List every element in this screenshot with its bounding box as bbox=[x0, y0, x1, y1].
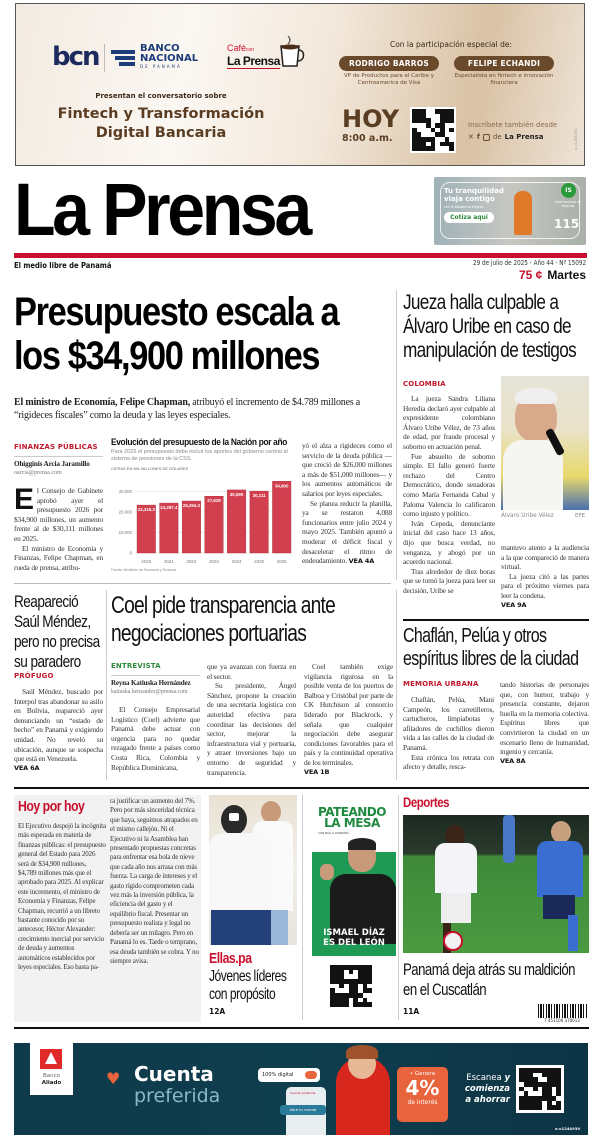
editorial-title: Hoy por hoy bbox=[18, 798, 85, 815]
coel-headline-line1: Coel pide transparencia ante bbox=[111, 592, 335, 619]
registration-qr-code[interactable] bbox=[410, 107, 456, 153]
chart-xtick-label: 2022 bbox=[186, 559, 197, 564]
quote-button[interactable]: Cotiza aquí bbox=[444, 212, 494, 223]
lead-kicker: FINANZAS PÚBLICAS bbox=[14, 443, 98, 451]
chart-xtick-label: 2021 bbox=[163, 559, 174, 564]
event-title-line1: Fintech y Transformación bbox=[57, 106, 265, 122]
time-text: 8:00 a.m. bbox=[342, 133, 393, 144]
promo-rate: 4% bbox=[405, 1076, 440, 1100]
chaflan-col1 bbox=[403, 695, 494, 772]
uribe-p6: La jueza citó a las partes para el próximo viernes para leer la condena. bbox=[501, 571, 589, 600]
chart-bar bbox=[205, 496, 224, 553]
pateando-banner-1: ISMAEL DÍAZ bbox=[323, 928, 385, 938]
uribe-col2 bbox=[501, 543, 589, 610]
social-links bbox=[468, 133, 544, 141]
facebook-icon[interactable]: f bbox=[476, 133, 480, 141]
lead-headline-line2: los $34,900 millones bbox=[14, 334, 320, 378]
insurance-brand-name: Internacional de Seguros bbox=[555, 200, 581, 208]
section-rule-bottom bbox=[14, 787, 589, 789]
event-title bbox=[16, 105, 306, 143]
pateando-title-2: LA MESA bbox=[324, 816, 380, 830]
chart-bar bbox=[227, 490, 246, 553]
chart-ytick-label: 20,000 bbox=[118, 509, 132, 515]
event-title-line2: Digital Bancaria bbox=[95, 125, 227, 141]
weekday: Martes bbox=[547, 268, 586, 282]
column-divider bbox=[396, 290, 397, 580]
chart-subtitle: Para 2026 el presupuesto debe incluir los aportes del gobierno central al sistema de pensiones de la CSS. bbox=[111, 449, 288, 462]
banco-aliado-line1: Banco bbox=[42, 1073, 61, 1079]
price: 75 ¢ bbox=[518, 268, 543, 282]
chart-bar bbox=[250, 491, 269, 553]
instagram-icon[interactable] bbox=[483, 134, 490, 141]
coel-col3-text: Coel también exige vigilancia rigurosa en la posible venta de los puertos de Balboa y Cristóbal por parte de CK Hutchison al consorcio liderado por Blackrock, y señala que cualquier negociación debe asegurar condiciones favorables para el país y la continuidad operativa de los terminales. bbox=[304, 662, 393, 767]
pateando-title bbox=[308, 807, 396, 829]
logo-divider bbox=[104, 44, 105, 72]
scan-line2: comienza bbox=[464, 1084, 510, 1094]
participation-text: Con la participación especial de: bbox=[389, 40, 513, 49]
uribe-photo bbox=[501, 376, 589, 510]
coel-jump[interactable]: VEA 1B bbox=[304, 767, 330, 776]
social-brand: La Prensa bbox=[504, 133, 544, 141]
lead-col3-p2: Se planea reducir la planilla, ya se restaron 4,088 funcionarios entre julio 2024 y mayo 2025. También apuntó a moderar el déficit fiscal y desacelerar el ritmo de endeudamiento. bbox=[302, 498, 392, 566]
coel-email[interactable]: katiuska.hernandez@prensa.com bbox=[111, 689, 188, 695]
banco-nacional-line3: DE PANAMÁ bbox=[140, 64, 182, 69]
barcode bbox=[538, 1004, 588, 1018]
scan-y: y bbox=[504, 1073, 510, 1083]
speaker-2-name: FELIPE ECHANDI bbox=[454, 56, 554, 71]
banco-aliado-line2: Aliado bbox=[41, 1079, 62, 1086]
section-rule-footer bbox=[14, 1027, 589, 1029]
insurance-headline-2: viaja contigo bbox=[444, 195, 495, 203]
mendez-headline[interactable]: Reapareció Saúl Méndez, pero no precisa su paradero bbox=[14, 592, 100, 671]
banco-nacional-line2: NACIONAL bbox=[140, 53, 199, 64]
chaflan-col1-p1: Chaflán, Pelúa, Mani Campeón, los carretilleros, cartucheros, limpiabotas y afiladores de cuchillos dieron vida a las calles de la ciudad de Panamá. bbox=[403, 695, 494, 752]
mendez-body-text: Saúl Méndez, buscado por Interpol tras abandonar su asilo en Bolivia, reapareció ayer denunciando un “estado de hecho” en Panamá y exigiendo unidad. No reveló su ubicación, aunque se sospecha que está en Venezuela. bbox=[14, 687, 103, 764]
interest-promo bbox=[397, 1067, 448, 1122]
newspaper-logo[interactable]: La Prensa bbox=[14, 168, 309, 251]
pateando-qr-code[interactable] bbox=[328, 963, 374, 1009]
uribe-kicker: COLOMBIA bbox=[403, 380, 446, 388]
chart-plot bbox=[111, 475, 297, 567]
uribe-p3: Iván Cepeda, denunciante inicial del caso hace 13 años, dijo que busca verdad, no venganza, y abogó por un acuerdo nacional. bbox=[403, 518, 495, 567]
chart-ytick-label: 30,000 bbox=[118, 488, 132, 494]
lead-jump[interactable]: VEA 4A bbox=[348, 557, 375, 566]
uribe-p4: Tras alrededor de diez horas que se tomó la jueza para leer su decisión, Uribe se bbox=[403, 566, 495, 595]
coel-col3 bbox=[304, 662, 393, 777]
when-text: HOY bbox=[342, 105, 400, 133]
pateando-photo bbox=[312, 852, 396, 956]
ellas-headline[interactable]: Jóvenes líderes con propósito bbox=[209, 968, 287, 1003]
lead-deck bbox=[14, 397, 392, 422]
bank-qr-code[interactable] bbox=[516, 1065, 564, 1113]
pateando-promo[interactable] bbox=[308, 795, 396, 1025]
banco-nacional-line1: BANCO bbox=[140, 43, 180, 54]
coel-headline[interactable] bbox=[111, 592, 335, 648]
pateando-sub: CON BALI & PANDORA bbox=[318, 831, 349, 835]
chart-bar bbox=[182, 501, 201, 553]
lead-col1-p1: l Consejo de Gabinete aprobó ayer el presupuesto 2026 por $34,900 millones, un aumento frente al de $30,111 millones en 2025. bbox=[14, 486, 103, 543]
lead-col3-p1: yó el alza a rigideces como el servicio de la deuda pública —que creció de $26,000 millones a más de $51,000 millones— y los aumentos automáticos de salarios por leyes especiales. bbox=[302, 441, 392, 498]
chart-bar bbox=[160, 503, 179, 553]
open-account-button[interactable]: Abre tu cuenta bbox=[280, 1105, 326, 1115]
chaflan-headline-line1: Chaflán, Pelúa y otros bbox=[403, 625, 547, 647]
chart-xtick-label: 2026 bbox=[276, 559, 287, 564]
chart-ytick-label: 10,000 bbox=[118, 529, 132, 535]
banco-aliado-text bbox=[30, 1073, 73, 1086]
uribe-p5: mantuvo atento a la audiencia a la que compareció de manera virtual. bbox=[501, 543, 589, 572]
sports-page[interactable]: 11A bbox=[403, 1007, 420, 1016]
app-item-text: Cuenta preferida bbox=[290, 1091, 316, 1095]
chaflan-kicker: MEMORIA URBANA bbox=[403, 680, 479, 688]
dateline: 29 de julio de 2025 - Año 44 - Nº 15092 bbox=[472, 259, 586, 267]
chart-xtick-label: 2020 bbox=[141, 559, 152, 564]
scan-text bbox=[456, 1073, 510, 1106]
insurance-advertisement[interactable] bbox=[434, 177, 586, 245]
cafe-la-prensa-logo bbox=[227, 44, 280, 69]
chart-data-label: 30,690 bbox=[229, 491, 244, 497]
bcn-logo: bcn bbox=[52, 42, 99, 72]
register-text: Inscríbete también desde bbox=[468, 121, 558, 129]
chart-data-label: 27,629 bbox=[207, 498, 221, 504]
coel-col2 bbox=[207, 662, 296, 777]
insurance-sub: con IS Asistencia Viajero. bbox=[444, 205, 484, 209]
chaflan-jump[interactable]: VEA 8A bbox=[500, 756, 526, 765]
masthead-rule bbox=[14, 253, 587, 258]
uribe-col1 bbox=[403, 394, 495, 595]
lead-headline-line1: Presupuesto escala a bbox=[14, 290, 339, 334]
uribe-jump[interactable]: VEA 9A bbox=[501, 600, 527, 609]
ellas-page[interactable]: 12A bbox=[209, 1007, 226, 1016]
product-name-1: Cuenta bbox=[134, 1062, 214, 1086]
insurance-number: 115 bbox=[554, 217, 580, 231]
column-divider bbox=[106, 590, 107, 780]
lead-col1-p2: El ministro de Economía y Finanzas, Felipe Chapman, en rueda de prensa, atribu- bbox=[14, 543, 103, 572]
pateando-banner-2: ES DEL LEÓN bbox=[323, 938, 385, 948]
chart-data-label: 25,294.3 bbox=[182, 503, 200, 509]
banco-nacional-emblem-icon bbox=[111, 46, 139, 68]
lead-byline: Ohigginis Arcia Jaramillo bbox=[14, 460, 90, 468]
chaflan-headline-line2: espíritus libres de la ciudad bbox=[403, 648, 579, 670]
chart-data-label: 24,287.4 bbox=[160, 505, 178, 511]
con-text: con bbox=[246, 47, 255, 53]
coel-kicker: ENTREVISTA bbox=[111, 662, 161, 670]
speaker-1-name: RODRIGO BARROS bbox=[339, 56, 439, 71]
tagline: El medio libre de Panamá bbox=[14, 261, 112, 270]
ellas-section[interactable]: Ellas.pa bbox=[209, 950, 252, 967]
coel-byline: Reyna Katiuska Hernández bbox=[111, 679, 191, 687]
scan-line1: Escanea bbox=[466, 1073, 502, 1083]
presents-text: Presentan el conversatorio sobre bbox=[95, 92, 227, 100]
x-icon[interactable]: ✕ bbox=[468, 133, 474, 141]
coel-col1: El Consejo Empresarial Logístico (Coel) advierte que Panamá debe actuar con urgencia para no quedar rezagado frente a países como Costa Rica, Colombia y República Dominicana, bbox=[111, 705, 200, 772]
section-rule-right bbox=[403, 619, 589, 621]
chart-xtick-label: 2024 bbox=[231, 559, 242, 564]
model-figure bbox=[336, 1057, 390, 1135]
byline-rule bbox=[111, 675, 200, 676]
chart-xtick-label: 2023 bbox=[209, 559, 219, 564]
bank-ad-code: a.v1244939 bbox=[555, 1126, 580, 1131]
column-divider bbox=[396, 590, 397, 780]
chaflan-headline[interactable] bbox=[403, 625, 578, 671]
coel-col2-p1: que ya avanzan con fuerza en el sector. bbox=[207, 662, 296, 681]
insurance-headline-1: Tu tranquilidad bbox=[444, 187, 504, 195]
byline-rule bbox=[14, 456, 103, 457]
lead-deck-bold: El ministro de Economía, Felipe Chapman, bbox=[14, 397, 190, 408]
lead-dropcap: E bbox=[14, 483, 34, 516]
coffee-cup-icon bbox=[278, 34, 306, 70]
social-suffix: de bbox=[492, 133, 502, 141]
scan-line3: a ahorrar bbox=[465, 1095, 510, 1105]
chart-data-label: 30,111 bbox=[252, 493, 266, 499]
product-name-2: preferida bbox=[134, 1085, 221, 1107]
chaflan-col2 bbox=[500, 680, 589, 766]
chart-title: Evolución del presupuesto de la Nación por año bbox=[111, 437, 287, 448]
qr-module bbox=[367, 1002, 372, 1007]
coel-headline-line2: negociaciones portuarias bbox=[111, 620, 307, 647]
lead-deck-rest: atribuyó el incremento de $4.789 millones a “rigideces fiscales” como la deuda y las leyes especiales. bbox=[14, 397, 361, 421]
uribe-credit: EFE bbox=[575, 513, 586, 519]
digital-text: 100% digital bbox=[262, 1072, 294, 1078]
chart-source: Fuente: Ministerio de Economía y Finanzas bbox=[111, 568, 177, 572]
insurance-brand-icon: IS bbox=[561, 183, 576, 198]
lead-email[interactable]: oarcia@prensa.com bbox=[14, 470, 62, 476]
heart-icon: ♥ bbox=[106, 1069, 121, 1088]
sports-section[interactable]: Deportes bbox=[403, 794, 450, 810]
chaflan-col1-p2: Esta crónica los retrata con afecto y detalle, resca- bbox=[403, 752, 494, 772]
chart-ytick-label: 0 bbox=[129, 550, 132, 556]
chart-ylabel: CIFRAS EN MIL MILLONES DE DÓLARES bbox=[111, 466, 189, 471]
promo-line2: de interés bbox=[407, 1099, 438, 1106]
lead-col1 bbox=[14, 483, 103, 572]
coel-col2-p2: Su presidente, Ángel Sánchez, propone la creación de una secretaría logística con autoridad efectiva para coordinar las decisiones del sector, mejorar la infraestructura vial y portuaria, y atraer inversiones bajo un entorno de seguridad y transparencia. bbox=[207, 681, 296, 777]
uribe-p1: La jueza Sandra Liliana Heredia declaró ayer culpable al expresidente colombiano Álvaro Uribe Vélez, de 73 años de edad, por fraude procesal y soborno en actuación penal. bbox=[403, 394, 495, 451]
editorial-col1: El Ejecutivo despejó la incógnita más esperada en materia de finanzas públicas: el presupuesto general del Estado para 2026 será de $34,900 millones, $4,789 millones más que el aprobado para 2025. Al explicar este incremento, el ministro de Economía y Finanzas, Felipe Chapman, recurrió a un libreto bastante conocido por su antecesor, Héctor Alexander: crecimiento inercial por servicio de deuda y aumentos automáticos establecidos por leyes especiales. Eso basta pa- bbox=[18, 822, 106, 972]
chart-bar bbox=[137, 505, 156, 553]
uribe-caption: Álvaro Uribe Vélez bbox=[501, 513, 554, 519]
chaflan-col2-text: tando historias de personajes que, con humor, trabajo y presencia constante, dejaron huella en la memoria colectiva. Espíritus libres que convirtieron la ciudad en un escenario lleno de humanidad, ingenio y cercanía. bbox=[500, 680, 589, 757]
uribe-p2: Fue absuelto de soborno simple. El fallo generó fuerte rechazo del Centro Democrático, donde senadoras como María Fernanda Cabal y Paloma Valencia lo calificaron como injusto y político. bbox=[403, 451, 495, 519]
uribe-headline-line1: Jueza halla culpable a bbox=[403, 291, 559, 314]
uribe-hair bbox=[515, 388, 557, 404]
digital-badge bbox=[258, 1068, 320, 1082]
event-advertisement[interactable] bbox=[15, 3, 585, 166]
sports-headline[interactable]: Panamá deja atrás su maldición en el Cuscatlán bbox=[403, 961, 575, 999]
budget-chart bbox=[111, 437, 297, 575]
banco-aliado-emblem-icon bbox=[40, 1049, 62, 1069]
pateando-title-1: PATEANDO bbox=[318, 805, 386, 819]
cafe-text: Café bbox=[227, 43, 247, 53]
speaker-2-role: Especialista en fintech e innovación financiera bbox=[454, 73, 554, 86]
price-and-day bbox=[519, 268, 586, 282]
banco-aliado-logo bbox=[30, 1043, 73, 1095]
barcode-number: 7 451100 370013 bbox=[533, 1018, 591, 1024]
qr-module bbox=[556, 1105, 561, 1110]
column-divider bbox=[302, 795, 303, 1020]
lead-col3 bbox=[302, 441, 392, 567]
column-divider bbox=[398, 795, 399, 1020]
uribe-headline-line3: manipulación de testigos bbox=[403, 339, 577, 362]
speaker-1-role: VP de Productos para el Caribe y Centroamerica de Visa bbox=[343, 73, 435, 86]
ad-code: a.v1293190 bbox=[574, 129, 578, 150]
uribe-headline-line2: Álvaro Uribe en caso de bbox=[403, 315, 571, 338]
banco-nacional-logo bbox=[140, 44, 198, 70]
traveler-figure bbox=[514, 191, 532, 235]
ellas-photo[interactable] bbox=[209, 795, 297, 945]
bank-advertisement[interactable] bbox=[14, 1043, 588, 1135]
lead-headline[interactable] bbox=[14, 290, 338, 378]
chart-bar bbox=[272, 481, 291, 553]
editorial-col2: ra justificar un aumento del 7%. Pero por más sinceridad técnica que haya, seguimos atrapados en el mismo callejón. Ni el Ejecutivo ni la Asamblea han presentado propuestas concretas para enfrentar esa bola de nieve que cada año nos arrasa con más fuerza. La carga de intereses y el gasto rígido comprometen cada vez más la inversión pública, la eficiencia del gasto y el equilibrio fiscal. Presentar un presupuesto realista y legal no debería ser un milagro. Pero en Panamá lo es. Tarde o temprano, esa deuda también se cobra. Y no siempre avisa. bbox=[110, 797, 199, 965]
qr-module bbox=[449, 146, 454, 151]
chart-data-label: 34,900 bbox=[274, 483, 289, 489]
chart-xtick-label: 2025 bbox=[254, 559, 265, 564]
mendez-body bbox=[14, 687, 103, 773]
promo-line1: • Genera bbox=[409, 1071, 436, 1077]
uribe-headline[interactable] bbox=[403, 291, 576, 363]
chart-data-label: 23,316.3 bbox=[137, 507, 155, 513]
section-rule bbox=[14, 583, 391, 584]
pateando-banner bbox=[312, 928, 396, 948]
toggle-icon bbox=[305, 1071, 317, 1079]
mendez-kicker: PRÓFUGO bbox=[14, 672, 54, 680]
la-prensa-text: La Prensa bbox=[227, 54, 280, 68]
sports-photo[interactable] bbox=[403, 815, 589, 953]
mendez-jump[interactable]: VEA 6A bbox=[14, 763, 40, 772]
insurance-headline bbox=[444, 187, 504, 203]
